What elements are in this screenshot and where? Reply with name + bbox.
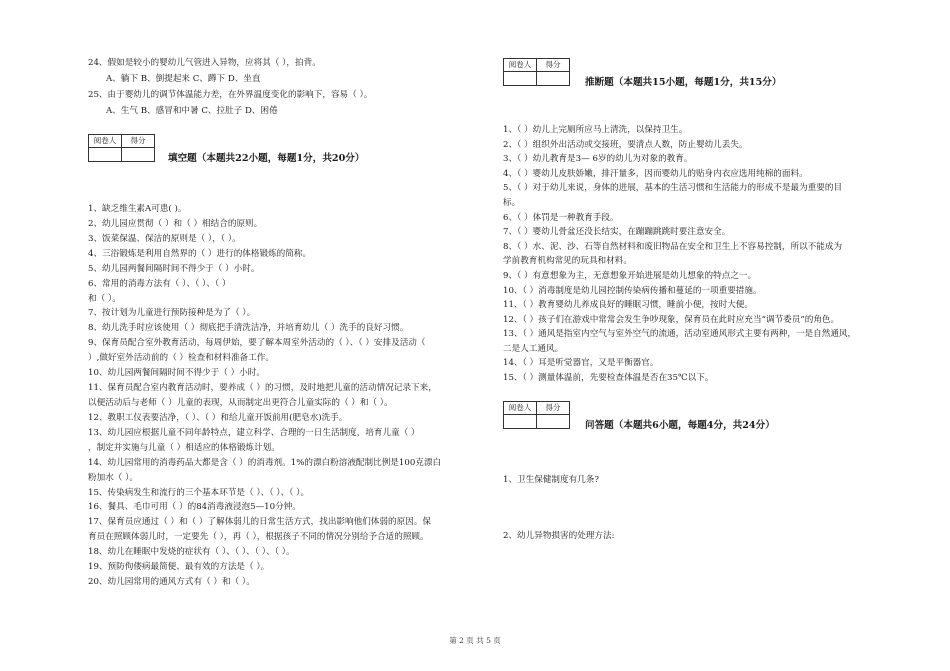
fill-blank-line: 育员在照顾体弱儿时，一定要先（ ），再（ ），根据孩子不同的情况分别给予合适的照顾。 (88, 532, 429, 543)
grader-label: 阅卷人 (89, 135, 121, 148)
score-label: 得分 (122, 135, 154, 148)
fill-blank-line: 18、幼儿在睡眠中发烧的症状有（ ）、（ ）、（ ）、（ ）。 (88, 547, 295, 558)
score-label: 得分 (537, 402, 569, 415)
fill-blank-line: 14、幼儿园常用的消毒药品大都是含（ ）的消毒剂。1%的漂白粉溶液配制比例是100克漂白 (88, 457, 442, 468)
fill-blank-line: 5、幼儿园两餐间隔时间不得少于（ ）小时。 (88, 263, 260, 274)
judgement-line: 1、（ ）幼儿上完厕所应马上清洗，以保持卫生。 (503, 125, 688, 135)
fill-blank-line: 1、缺乏维生素A可患( )。 (88, 204, 187, 214)
fill-blank-line: 20、幼儿园常用的通风方式有（ ）和（ ）。 (88, 577, 255, 587)
fill-blank-line: 19、预防佝偻病最简便、最有效的方法是（ ）。 (88, 562, 270, 573)
judgement-line: 标。 (503, 197, 521, 208)
page-footer: 第 2 页 共 5 页 (449, 636, 501, 645)
judgement-line: 6、（ ）体罚是一种教育手段。 (503, 212, 619, 223)
fill-blank-line: 7、按计划为儿童进行预防接种是为了（ ）。 (88, 308, 256, 319)
fill-blank-line: 粉加水（ ）。 (88, 472, 138, 483)
fill-blank-line: 和（ ）。 (88, 293, 121, 304)
fill-blank-line: ）,做好室外活动前的（ ）检查和材料准备工作。 (88, 353, 274, 364)
fill-blank-line: 3、饭菜保温、保洁的原则是（ ），（ ）。 (88, 233, 241, 244)
judgement-line: 7、（ ）婴幼儿骨盆还没长结实，在蹦蹦跳跳时要注意安全。 (503, 227, 731, 238)
fill-blank-line: 13、幼儿园应根据儿童不同年龄特点，建立科学、合理的一日生活制度，培育儿童（ ） (88, 427, 420, 438)
qa-question-2: 2、幼儿异物损害的处理方法: (503, 531, 615, 541)
judgement-line: 二是人工通风。 (503, 343, 564, 354)
section-title-fill-blank: 填空题（本题共22小题，每题1分，共20分） (168, 153, 365, 164)
fill-blank-line: 8、幼儿洗手时应该使用（ ）彻底把手清洗洁净，并培育幼儿（ ）洗手的良好习惯。 (88, 323, 409, 334)
judgement-line: 2、（ ）组织外出活动或交接班，要清点人数，防止婴幼儿丢失。 (503, 139, 748, 150)
fill-blank-line: 6、常用的消毒方法有（ ）、（ ）、（ ） (88, 278, 231, 289)
question-24-options: A、躺下 B、倒提起来 C、蹲下 D、坐直 (106, 74, 261, 84)
fill-blank-line: 4、三浴锻炼是利用自然界的（ ）进行的体格锻炼的简称。 (88, 248, 312, 259)
judgement-line: 12、（ ）孩子们在游戏中常常会发生争吵现象，保育员在此时应充当“调节委员”的角色。 (503, 314, 840, 325)
judgement-line: 学前教育机构常见的玩具和材料。 (503, 256, 632, 267)
grader-label: 阅卷人 (504, 59, 536, 72)
fill-blank-line: 以便活动后与老师（ ）儿童的表现，从而制定出更符合儿童实际的（ ）和（ ）。 (88, 398, 393, 408)
fill-blank-line: ，制定并实施与儿童（ ）相适应的体格锻炼计划。 (88, 442, 280, 453)
score-label: 得分 (537, 59, 569, 72)
judgement-line: 15、（ ）测量体温前，先要检查体温是否在35℃以下。 (503, 373, 714, 383)
judgement-line: 9、（ ）有意想象为主，无意想象开始进展是幼儿想象的特点之一。 (503, 270, 757, 281)
judgement-line: 14、（ ）耳是听觉器官，又是平衡器官。 (503, 358, 659, 369)
fill-blank-line: 10、幼儿园两餐间隔时间不得少于（ ）小时。 (88, 368, 265, 379)
judgement-line: 10、（ ）消毒制度是幼儿园控制传染病传播和蔓延的一项重要措施。 (503, 285, 762, 296)
fill-blank-line: 17、保育员应通过（ ）和（ ）了解体弱儿的日常生活方式，找出影响他们体弱的原因。保 (88, 517, 431, 528)
judgement-line: 13、（ ）通风是指室内空气与室外空气的流通，活动室通风形式主要有两种，一是自然通风， (503, 329, 857, 340)
fill-blank-line: 2、幼儿园应贯彻（ ）和（ ）相结合的原则。 (88, 218, 263, 229)
judgement-line: 11、（ ）教育婴幼儿养成良好的睡眠习惯，睡前小便，按时大便。 (503, 300, 753, 311)
question-25: 25、由于婴幼儿的调节体温能力差，在外界温度变化的影响下，容易（ ）。 (88, 90, 373, 100)
fill-blank-line: 9、保育员配合室外教育活动，每周伊始，要了解本周室外活动的（ ）、（ ）安排及活动（ (88, 338, 426, 349)
score-box (88, 134, 155, 162)
score-box (503, 58, 570, 86)
fill-blank-line: 12、教职工仪表要洁净，（ ）、（ ）和给儿童开饭前用(肥皂水)洗手。 (88, 412, 348, 423)
judgement-line: 3、（ ）幼儿教育是3— 6岁的幼儿为对象的教育。 (503, 154, 693, 165)
score-box-qa (503, 401, 570, 429)
fill-blank-line: 15、传染病发生和流行的三个基本环节是（ ）、（ ）、（ ）。 (88, 487, 310, 498)
fill-blank-line: 11、保育员配合室内教育活动时，要养成（ ）的习惯，及时地把儿童的活动情况记录下来， (88, 383, 437, 393)
judgement-line: 8、（ ）水、泥、沙、石等自然材料和废旧物品在安全和卫生上不容易控制，所以不能成为 (503, 241, 843, 252)
grader-label: 阅卷人 (504, 402, 536, 415)
section-title-judgement: 推断题（本题共15小题，每题1分，共15分） (585, 77, 782, 88)
judgement-line: 4、（ ）婴幼儿皮肤娇嫩，排汗量多，因而婴幼儿的贴身内衣应选用纯棉的面料。 (503, 168, 808, 179)
section-title-qa: 问答题（本题共6小题，每题4分，共24分） (585, 420, 775, 431)
question-25-options: A、生气 B、感冒和中暑 C、拉肚子 D、困倦 (106, 106, 278, 116)
fill-blank-line: 16、餐具、毛巾可用（ ）的84消毒液浸泡5—10分钟。 (88, 502, 301, 513)
question-24: 24、假如是较小的婴幼儿气管进入异物，应将其（ ），拍背。 (88, 58, 321, 68)
qa-question-1: 1、卫生保健制度有几条? (503, 475, 600, 485)
judgement-line: 5、（ ）对于幼儿来说，身体的进展，基本的生活习惯和生活能力的形成不是最为重要的目 (503, 183, 843, 194)
